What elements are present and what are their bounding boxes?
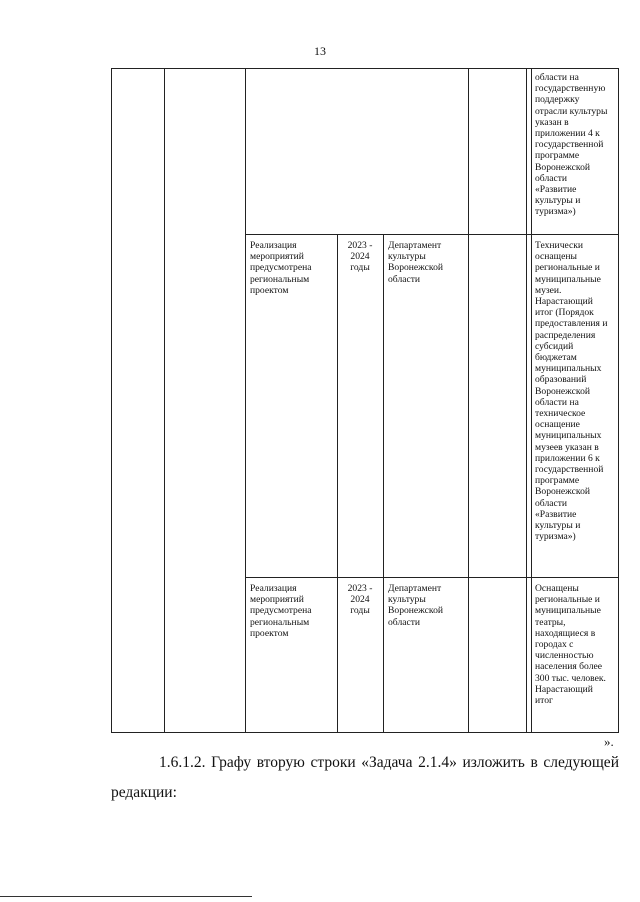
- document-table: [111, 68, 619, 734]
- table-column-divider: [164, 68, 165, 732]
- table-bottom-border: [111, 732, 619, 733]
- result-cell-continuation: области на государственную поддержку отрасли культуры указан в приложении 4 к государственной программе Воронежской области «Развитие культуры и туризма»): [535, 72, 608, 218]
- period-cell: 2023 - 2024 годы: [347, 583, 373, 617]
- executor-cell: Департамент культуры Воронежской области: [388, 240, 443, 285]
- table-column-divider: [526, 68, 527, 732]
- table-column-divider: [245, 68, 246, 732]
- closing-quote-mark: ».: [604, 734, 614, 749]
- activity-cell: Реализация мероприятий предусмотрена региональным проектом: [250, 583, 312, 639]
- table-column-divider: [531, 68, 532, 732]
- activity-cell: Реализация мероприятий предусмотрена региональным проектом: [250, 240, 312, 296]
- table-column-divider: [337, 234, 338, 732]
- result-cell: Оснащены региональные и муниципальные театры, находящиеся в городах с численностью населения более 300 тыс. человек. Нарастающий итог: [535, 583, 606, 707]
- table-column-divider: [383, 234, 384, 732]
- table-column-divider: [468, 68, 469, 732]
- table-border-left: [111, 68, 112, 732]
- table-top-border: [111, 68, 619, 69]
- executor-cell: Департамент культуры Воронежской области: [388, 583, 443, 628]
- paragraph-line: 1.6.1.2. Графу вторую строки «Задача 2.1.4» изложить в следующей: [159, 754, 619, 771]
- period-cell: 2023 - 2024 годы: [347, 240, 373, 274]
- footer-rule: [0, 896, 252, 897]
- paragraph-line: редакции:: [111, 784, 177, 801]
- table-row-divider: [245, 577, 619, 578]
- table-row-divider: [245, 234, 619, 235]
- result-cell: Технически оснащены региональные и муниципальные музеи. Нарастающий итог (Порядок предоставления и распределения субсидий бюджетам муниципальных образований Воронежской области на техническое оснащение муниципальных музеев указан в приложении 6 к государственной программе Воронежской области «Развитие культуры и туризма»): [535, 240, 608, 543]
- page-number: 13: [314, 44, 326, 58]
